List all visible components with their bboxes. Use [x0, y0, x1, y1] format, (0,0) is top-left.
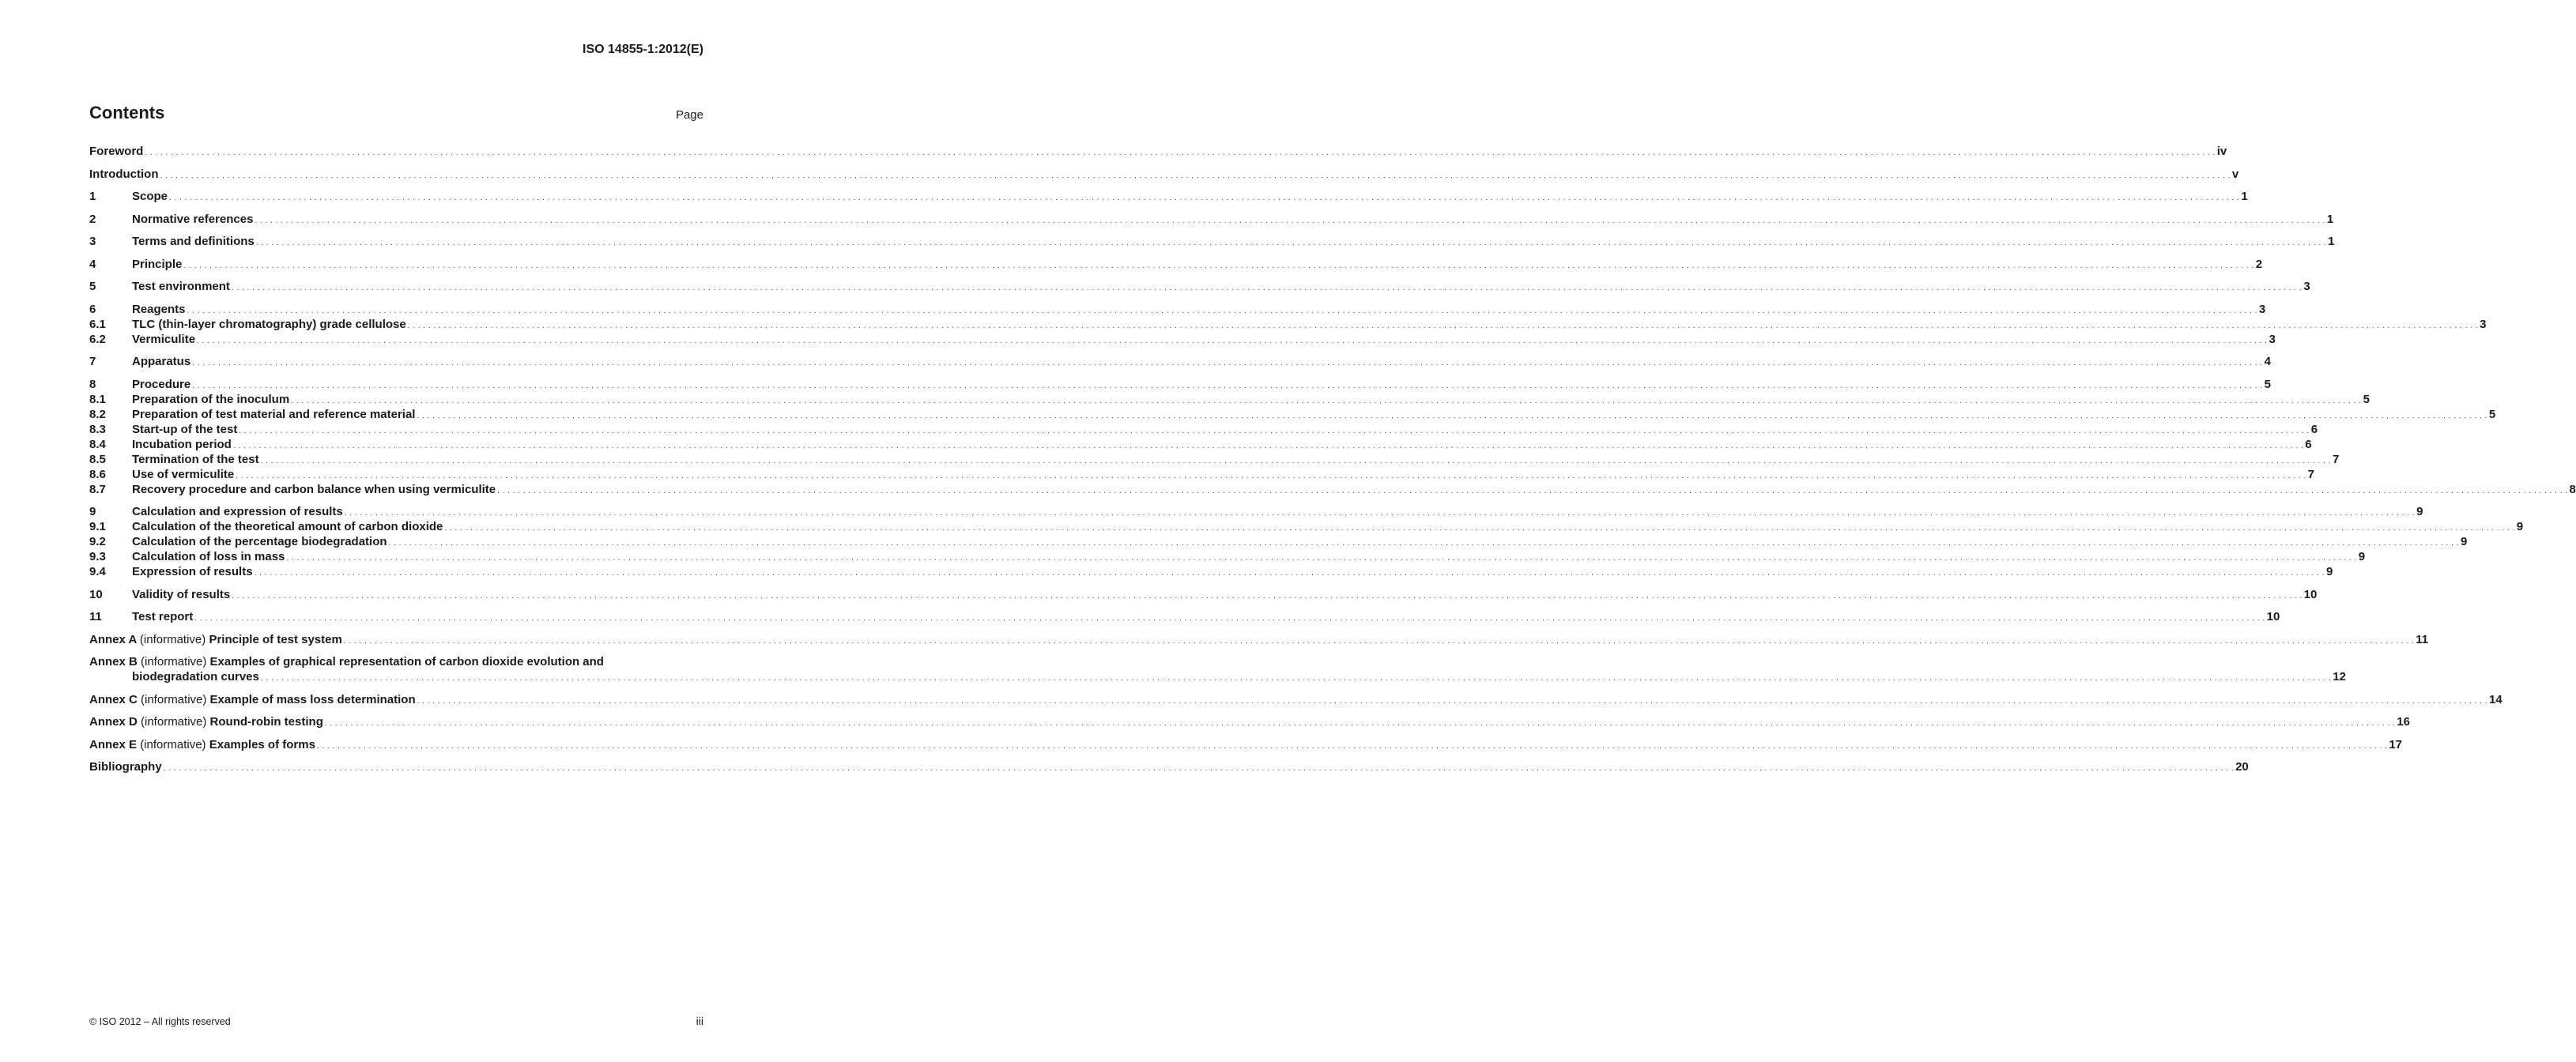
toc-entry[interactable]	[89, 422, 2318, 438]
toc-entry[interactable]	[89, 437, 2312, 453]
annex-label: Annex C	[89, 692, 141, 706]
toc-entry-page: 4	[2264, 355, 2271, 368]
toc-entry-number: 8.7	[89, 482, 106, 496]
dot-leader: . . . . . . . . . . . . . . . . . . . . . . . . . . . . . . . . . . . . . . . . . . . . . . . . . . . . . . . . . . . . . . . . . . . . . . . . . . . . . . . . . . . . . . . . . . . . . . . . . . . . . . . . . . . . . . . . . . . . . . . . . . . . . . . . . . . . . . . . . . . . . . . . . . . . . . . . . . . . . . . . . . . . . . . . . . . . . . . . . . . . . . . . . . . . . . . . . . . . . . . . . . . . . . . . . . . . . . . . . . . . . . . . . . . . . . . . . . . . . . . . . . . . . . . . . . . . . . . . . . . . . . . . . . . . . . . . . . . . . . . . . . . . . . . . . . . . . . . . . . . . . . . . . . . . . . . . . . . . . . . . . . . . . . . . . . . . . . . . . . . . . . . . . . . . . . . . . . . . . . . . . . . . . . . . . . . . . . . . . . . . . . . . . . . . . . . . . . . . . . . .	[255, 216, 2325, 225]
dot-leader: . . . . . . . . . . . . . . . . . . . . . . . . . . . . . . . . . . . . . . . . . . . . . . . . . . . . . . . . . . . . . . . . . . . . . . . . . . . . . . . . . . . . . . . . . . . . . . . . . . . . . . . . . . . . . . . . . . . . . . . . . . . . . . . . . . . . . . . . . . . . . . . . . . . . . . . . . . . . . . . . . . . . . . . . . . . . . . . . . . . . . . . . . . . . . . . . . . . . . . . . . . . . . . . . . . . . . . . . . . . . . . . . . . . . . . . . . . . . . . . . . . . . . . . . . . . . . . . . . . . . . . . . . . . . . . . . . . . . . . . . . . . . . . . . . . . . . . . . . . . . . . . . . . . . . . . . . . . . . . . . . . . . . . . . . . . . . . . . . . . . . . . . . . . . . . . . . . . . . . . . . . . . . . . . . . . . . . . . . . . . . . . . . . . . . . . . . . . . . . . .	[497, 486, 2568, 495]
annex-name: Round-robin testing	[209, 715, 323, 729]
annex-title	[89, 715, 323, 729]
toc-entry-title: Normative references	[132, 212, 254, 226]
annex-entry[interactable]	[89, 692, 2502, 708]
toc-entry-number: 4	[89, 257, 96, 271]
toc-entry-number: 6.1	[89, 317, 106, 331]
dot-leader: . . . . . . . . . . . . . . . . . . . . . . . . . . . . . . . . . . . . . . . . . . . . . . . . . . . . . . . . . . . . . . . . . . . . . . . . . . . . . . . . . . . . . . . . . . . . . . . . . . . . . . . . . . . . . . . . . . . . . . . . . . . . . . . . . . . . . . . . . . . . . . . . . . . . . . . . . . . . . . . . . . . . . . . . . . . . . . . . . . . . . . . . . . . . . . . . . . . . . . . . . . . . . . . . . . . . . . . . . . . . . . . . . . . . . . . . . . . . . . . . . . . . . . . . . . . . . . . . . . . . . . . . . . . . . . . . . . . . . . . . . . . . . . . . . . . . . . . . . . . . . . . . . . . . . . . . . . . . . . . . . . . . . . . . . . . . . . . . . . . . . . . . . . . . . . . . . . . . . . . . . . . . . . . . . . . . . . . . . . . . . . . . . . . . . . . . . . . . . . . .	[417, 411, 2487, 420]
dot-leader: . . . . . . . . . . . . . . . . . . . . . . . . . . . . . . . . . . . . . . . . . . . . . . . . . . . . . . . . . . . . . . . . . . . . . . . . . . . . . . . . . . . . . . . . . . . . . . . . . . . . . . . . . . . . . . . . . . . . . . . . . . . . . . . . . . . . . . . . . . . . . . . . . . . . . . . . . . . . . . . . . . . . . . . . . . . . . . . . . . . . . . . . . . . . . . . . . . . . . . . . . . . . . . . . . . . . . . . . . . . . . . . . . . . . . . . . . . . . . . . . . . . . . . . . . . . . . . . . . . . . . . . . . . . . . . . . . . . . . . . . . . . . . . . . . . . . . . . . . . . . . . . . . . . . . . . . . . . . . . . . . . . . . . . . . . . . . . . . . . . . . . . . . . . . . . . . . . . . . . . . . . . . . . . . . . . . . . . . . . . . . . . . . . . . . . . . . . . . . . . .	[286, 554, 2357, 563]
annex-page: 11	[2416, 632, 2429, 646]
annex-label: Annex E	[89, 737, 141, 751]
toc-entry-page: 6	[2310, 422, 2318, 436]
toc-entry-page: 3	[2303, 280, 2310, 293]
toc-entry-page: 9	[2516, 520, 2524, 533]
toc-entry-page: iv	[2216, 145, 2227, 158]
toc-entry[interactable]	[89, 565, 2333, 580]
toc-entry-number: 8.3	[89, 422, 106, 436]
annex-name: Example of mass loss determination	[209, 692, 416, 706]
toc-entry-number: 6	[89, 302, 96, 316]
toc-entry-title: Foreword	[89, 145, 144, 158]
toc-entry-number: 1	[89, 190, 96, 203]
toc-entry-title: Vermiculite	[132, 332, 196, 346]
annex-title	[89, 693, 416, 706]
toc-entry-page: 10	[2303, 587, 2318, 601]
toc-entry[interactable]	[89, 355, 2271, 370]
toc-entry[interactable]	[89, 610, 2280, 625]
toc-entry[interactable]	[89, 452, 2340, 468]
table-of-contents	[89, 145, 2576, 775]
toc-entry-number: 5	[89, 280, 96, 293]
dot-leader: . . . . . . . . . . . . . . . . . . . . . . . . . . . . . . . . . . . . . . . . . . . . . . . . . . . . . . . . . . . . . . . . . . . . . . . . . . . . . . . . . . . . . . . . . . . . . . . . . . . . . . . . . . . . . . . . . . . . . . . . . . . . . . . . . . . . . . . . . . . . . . . . . . . . . . . . . . . . . . . . . . . . . . . . . . . . . . . . . . . . . . . . . . . . . . . . . . . . . . . . . . . . . . . . . . . . . . . . . . . . . . . . . . . . . . . . . . . . . . . . . . . . . . . . . . . . . . . . . . . . . . . . . . . . . . . . . . . . . . . . . . . . . . . . . . . . . . . . . . . . . . . . . . . . . . . . . . . . . . . . . . . . . . . . . . . . . . . . . . . . . . . . . . . . . . . . . . . . . . . . . . . . . . . . . . . . . . . . . . . . . . . . . . . . . . . . . . . . . . . .	[444, 524, 2515, 533]
annex-entry[interactable]	[89, 632, 2429, 648]
toc-entry-page: 10	[2266, 610, 2280, 623]
toc-entry-title: Procedure	[132, 377, 191, 391]
toc-entry[interactable]	[89, 167, 2239, 183]
toc-entry-page: 3	[2480, 317, 2487, 331]
annex-type: (informative)	[139, 632, 209, 646]
dot-leader: . . . . . . . . . . . . . . . . . . . . . . . . . . . . . . . . . . . . . . . . . . . . . . . . . . . . . . . . . . . . . . . . . . . . . . . . . . . . . . . . . . . . . . . . . . . . . . . . . . . . . . . . . . . . . . . . . . . . . . . . . . . . . . . . . . . . . . . . . . . . . . . . . . . . . . . . . . . . . . . . . . . . . . . . . . . . . . . . . . . . . . . . . . . . . . . . . . . . . . . . . . . . . . . . . . . . . . . . . . . . . . . . . . . . . . . . . . . . . . . . . . . . . . . . . . . . . . . . . . . . . . . . . . . . . . . . . . . . . . . . . . . . . . . . . . . . . . . . . . . . . . . . . . . . . . . . . . . . . . . . . . . . . . . . . . . . . . . . . . . . . . . . . . . . . . . . . . . . . . . . . . . . . . . . . . . . . . . . . . . . . . . . . . . . . . . . . . . . . . . .	[291, 396, 2362, 405]
toc-entry[interactable]	[89, 505, 2423, 520]
toc-entry-title: Calculation of the percentage biodegradation	[132, 535, 387, 548]
toc-entry-number: 9.4	[89, 565, 106, 578]
annex-name: Principle of test system	[209, 632, 342, 646]
copyright-notice: © ISO 2012 – All rights reserved	[89, 1016, 231, 1027]
toc-entry[interactable]	[89, 257, 2263, 273]
toc-entry-number: 8.5	[89, 452, 106, 466]
page-column-label: Page	[675, 108, 703, 122]
dot-leader: . . . . . . . . . . . . . . . . . . . . . . . . . . . . . . . . . . . . . . . . . . . . . . . . . . . . . . . . . . . . . . . . . . . . . . . . . . . . . . . . . . . . . . . . . . . . . . . . . . . . . . . . . . . . . . . . . . . . . . . . . . . . . . . . . . . . . . . . . . . . . . . . . . . . . . . . . . . . . . . . . . . . . . . . . . . . . . . . . . . . . . . . . . . . . . . . . . . . . . . . . . . . . . . . . . . . . . . . . . . . . . . . . . . . . . . . . . . . . . . . . . . . . . . . . . . . . . . . . . . . . . . . . . . . . . . . . . . . . . . . . . . . . . . . . . . . . . . . . . . . . . . . . . . . . . . . . . . . . . . . . . . . . . . . . . . . . . . . . . . . . . . . . . . . . . . . . . . . . . . . . . . . . . . . . . . . . . . . . . . . . . . . . . . . . . . . . . . . . . . .	[192, 359, 2263, 367]
toc-entry[interactable]	[89, 407, 2496, 423]
dot-leader: . . . . . . . . . . . . . . . . . . . . . . . . . . . . . . . . . . . . . . . . . . . . . . . . . . . . . . . . . . . . . . . . . . . . . . . . . . . . . . . . . . . . . . . . . . . . . . . . . . . . . . . . . . . . . . . . . . . . . . . . . . . . . . . . . . . . . . . . . . . . . . . . . . . . . . . . . . . . . . . . . . . . . . . . . . . . . . . . . . . . . . . . . . . . . . . . . . . . . . . . . . . . . . . . . . . . . . . . . . . . . . . . . . . . . . . . . . . . . . . . . . . . . . . . . . . . . . . . . . . . . . . . . . . . . . . . . . . . . . . . . . . . . . . . . . . . . . . . . . . . . . . . . . . . . . . . . . . . . . . . . . . . . . . . . . . . . . . . . . . . . . . . . . . . . . . . . . . . . . . . . . . . . . . . . . . . . . . . . . . . . . . . . . . . . . . . . . . . . . . .	[260, 456, 2331, 465]
toc-entry[interactable]	[89, 235, 2335, 250]
toc-entry-title: Incubation period	[132, 437, 232, 451]
annex-entry-continuation[interactable]	[89, 670, 2346, 685]
dot-leader: . . . . . . . . . . . . . . . . . . . . . . . . . . . . . . . . . . . . . . . . . . . . . . . . . . . . . . . . . . . . . . . . . . . . . . . . . . . . . . . . . . . . . . . . . . . . . . . . . . . . . . . . . . . . . . . . . . . . . . . . . . . . . . . . . . . . . . . . . . . . . . . . . . . . . . . . . . . . . . . . . . . . . . . . . . . . . . . . . . . . . . . . . . . . . . . . . . . . . . . . . . . . . . . . . . . . . . . . . . . . . . . . . . . . . . . . . . . . . . . . . . . . . . . . . . . . . . . . . . . . . . . . . . . . . . . . . . . . . . . . . . . . . . . . . . . . . . . . . . . . . . . . . . . . . . . . . . . . . . . . . . . . . . . . . . . . . . . . . . . . . . . . . . . . . . . . . . . . . . . . . . . . . . . . . . . . . . . . . . . . . . . . . . . . . . . . . . . . . . . .	[316, 741, 2388, 751]
dot-leader: . . . . . . . . . . . . . . . . . . . . . . . . . . . . . . . . . . . . . . . . . . . . . . . . . . . . . . . . . . . . . . . . . . . . . . . . . . . . . . . . . . . . . . . . . . . . . . . . . . . . . . . . . . . . . . . . . . . . . . . . . . . . . . . . . . . . . . . . . . . . . . . . . . . . . . . . . . . . . . . . . . . . . . . . . . . . . . . . . . . . . . . . . . . . . . . . . . . . . . . . . . . . . . . . . . . . . . . . . . . . . . . . . . . . . . . . . . . . . . . . . . . . . . . . . . . . . . . . . . . . . . . . . . . . . . . . . . . . . . . . . . . . . . . . . . . . . . . . . . . . . . . . . . . . . . . . . . . . . . . . . . . . . . . . . . . . . . . . . . . . . . . . . . . . . . . . . . . . . . . . . . . . . . . . . . . . . . . . . . . . . . . . . . . . . . . . . . . . . . . .	[343, 636, 2415, 646]
annex-type: (informative)	[141, 715, 210, 729]
toc-entry-title: Use of vermiculite	[132, 467, 235, 481]
dot-leader: . . . . . . . . . . . . . . . . . . . . . . . . . . . . . . . . . . . . . . . . . . . . . . . . . . . . . . . . . . . . . . . . . . . . . . . . . . . . . . . . . . . . . . . . . . . . . . . . . . . . . . . . . . . . . . . . . . . . . . . . . . . . . . . . . . . . . . . . . . . . . . . . . . . . . . . . . . . . . . . . . . . . . . . . . . . . . . . . . . . . . . . . . . . . . . . . . . . . . . . . . . . . . . . . . . . . . . . . . . . . . . . . . . . . . . . . . . . . . . . . . . . . . . . . . . . . . . . . . . . . . . . . . . . . . . . . . . . . . . . . . . . . . . . . . . . . . . . . . . . . . . . . . . . . . . . . . . . . . . . . . . . . . . . . . . . . . . . . . . . . . . . . . . . . . . . . . . . . . . . . . . . . . . . . . . . . . . . . . . . . . . . . . . . . . . . . . . . . . . . .	[324, 719, 2396, 728]
toc-entry-title: Apparatus	[132, 355, 191, 368]
title-row	[89, 103, 703, 123]
annex-label: Annex D	[89, 715, 141, 729]
toc-entry-number: 10	[89, 587, 103, 601]
bibliography-entry[interactable]	[89, 760, 2249, 775]
toc-entry-number: 3	[89, 235, 96, 248]
toc-entry[interactable]	[89, 550, 2366, 565]
toc-entry-page: 5	[2363, 392, 2370, 406]
toc-entry-number: 8	[89, 377, 96, 391]
annex-entry[interactable]	[89, 715, 2410, 730]
toc-entry[interactable]	[89, 302, 2266, 318]
toc-entry-page: 9	[2460, 535, 2468, 548]
toc-entry[interactable]	[89, 520, 2524, 535]
toc-entry-page: 1	[2241, 190, 2248, 203]
toc-entry-title: Preparation of test material and reference material	[132, 407, 416, 421]
dot-leader: . . . . . . . . . . . . . . . . . . . . . . . . . . . . . . . . . . . . . . . . . . . . . . . . . . . . . . . . . . . . . . . . . . . . . . . . . . . . . . . . . . . . . . . . . . . . . . . . . . . . . . . . . . . . . . . . . . . . . . . . . . . . . . . . . . . . . . . . . . . . . . . . . . . . . . . . . . . . . . . . . . . . . . . . . . . . . . . . . . . . . . . . . . . . . . . . . . . . . . . . . . . . . . . . . . . . . . . . . . . . . . . . . . . . . . . . . . . . . . . . . . . . . . . . . . . . . . . . . . . . . . . . . . . . . . . . . . . . . . . . . . . . . . . . . . . . . . . . . . . . . . . . . . . . . . . . . . . . . . . . . . . . . . . . . . . . . . . . . . . . . . . . . . . . . . . . . . . . . . . . . . . . . . . . . . . . . . . . . . . . . . . . . . . . . . . . . . . . . . . .	[236, 471, 2306, 480]
toc-entry-page: 7	[2332, 452, 2340, 466]
toc-entry-page: v	[2231, 167, 2239, 181]
toc-entry[interactable]	[89, 332, 2276, 348]
toc-entry[interactable]	[89, 535, 2468, 550]
toc-entry-number: 9	[89, 505, 96, 518]
annex-page: 14	[2489, 692, 2502, 706]
annex-type: (informative)	[141, 655, 210, 668]
toc-entry[interactable]	[89, 392, 2370, 408]
dot-leader: . . . . . . . . . . . . . . . . . . . . . . . . . . . . . . . . . . . . . . . . . . . . . . . . . . . . . . . . . . . . . . . . . . . . . . . . . . . . . . . . . . . . . . . . . . . . . . . . . . . . . . . . . . . . . . . . . . . . . . . . . . . . . . . . . . . . . . . . . . . . . . . . . . . . . . . . . . . . . . . . . . . . . . . . . . . . . . . . . . . . . . . . . . . . . . . . . . . . . . . . . . . . . . . . . . . . . . . . . . . . . . . . . . . . . . . . . . . . . . . . . . . . . . . . . . . . . . . . . . . . . . . . . . . . . . . . . . . . . . . . . . . . . . . . . . . . . . . . . . . . . . . . . . . . . . . . . . . . . . . . . . . . . . . . . . . . . . . . . . . . . . . . . . . . . . . . . . . . . . . . . . . . . . . . . . . . . . . . . . . . . . . . . . . . . . . . . . . . . . . .	[344, 509, 2416, 518]
toc-entry-title: Principle	[132, 257, 183, 271]
toc-entry-title: Introduction	[89, 167, 159, 181]
dot-leader: . . . . . . . . . . . . . . . . . . . . . . . . . . . . . . . . . . . . . . . . . . . . . . . . . . . . . . . . . . . . . . . . . . . . . . . . . . . . . . . . . . . . . . . . . . . . . . . . . . . . . . . . . . . . . . . . . . . . . . . . . . . . . . . . . . . . . . . . . . . . . . . . . . . . . . . . . . . . . . . . . . . . . . . . . . . . . . . . . . . . . . . . . . . . . . . . . . . . . . . . . . . . . . . . . . . . . . . . . . . . . . . . . . . . . . . . . . . . . . . . . . . . . . . . . . . . . . . . . . . . . . . . . . . . . . . . . . . . . . . . . . . . . . . . . . . . . . . . . . . . . . . . . . . . . . . . . . . . . . . . . . . . . . . . . . . . . . . . . . . . . . . . . . . . . . . . . . . . . . . . . . . . . . . . . . . . . . . . . . . . . . . . . . . . . . . . . . . . . . . .	[231, 284, 2303, 292]
dot-leader: . . . . . . . . . . . . . . . . . . . . . . . . . . . . . . . . . . . . . . . . . . . . . . . . . . . . . . . . . . . . . . . . . . . . . . . . . . . . . . . . . . . . . . . . . . . . . . . . . . . . . . . . . . . . . . . . . . . . . . . . . . . . . . . . . . . . . . . . . . . . . . . . . . . . . . . . . . . . . . . . . . . . . . . . . . . . . . . . . . . . . . . . . . . . . . . . . . . . . . . . . . . . . . . . . . . . . . . . . . . . . . . . . . . . . . . . . . . . . . . . . . . . . . . . . . . . . . . . . . . . . . . . . . . . . . . . . . . . . . . . . . . . . . . . . . . . . . . . . . . . . . . . . . . . . . . . . . . . . . . . . . . . . . . . . . . . . . . . . . . . . . . . . . . . . . . . . . . . . . . . . . . . . . . . . . . . . . . . . . . . . . . . . . . . . . . . . . . . . . . .	[260, 674, 2332, 683]
toc-entry-title: Recovery procedure and carbon balance when using vermiculite	[132, 482, 496, 496]
dot-leader: . . . . . . . . . . . . . . . . . . . . . . . . . . . . . . . . . . . . . . . . . . . . . . . . . . . . . . . . . . . . . . . . . . . . . . . . . . . . . . . . . . . . . . . . . . . . . . . . . . . . . . . . . . . . . . . . . . . . . . . . . . . . . . . . . . . . . . . . . . . . . . . . . . . . . . . . . . . . . . . . . . . . . . . . . . . . . . . . . . . . . . . . . . . . . . . . . . . . . . . . . . . . . . . . . . . . . . . . . . . . . . . . . . . . . . . . . . . . . . . . . . . . . . . . . . . . . . . . . . . . . . . . . . . . . . . . . . . . . . . . . . . . . . . . . . . . . . . . . . . . . . . . . . . . . . . . . . . . . . . . . . . . . . . . . . . . . . . . . . . . . . . . . . . . . . . . . . . . . . . . . . . . . . . . . . . . . . . . . . . . . . . . . . . . . . . . . . . . . . . .	[232, 441, 2304, 450]
toc-entry-number: 7	[89, 355, 96, 368]
toc-entry-page: 2	[2255, 257, 2263, 271]
annex-title	[89, 738, 315, 751]
dot-leader: . . . . . . . . . . . . . . . . . . . . . . . . . . . . . . . . . . . . . . . . . . . . . . . . . . . . . . . . . . . . . . . . . . . . . . . . . . . . . . . . . . . . . . . . . . . . . . . . . . . . . . . . . . . . . . . . . . . . . . . . . . . . . . . . . . . . . . . . . . . . . . . . . . . . . . . . . . . . . . . . . . . . . . . . . . . . . . . . . . . . . . . . . . . . . . . . . . . . . . . . . . . . . . . . . . . . . . . . . . . . . . . . . . . . . . . . . . . . . . . . . . . . . . . . . . . . . . . . . . . . . . . . . . . . . . . . . . . . . . . . . . . . . . . . . . . . . . . . . . . . . . . . . . . . . . . . . . . . . . . . . . . . . . . . . . . . . . . . . . . . . . . . . . . . . . . . . . . . . . . . . . . . . . . . . . . . . . . . . . . . . . . . . . . . . . . . . . . . . . . .	[239, 426, 2310, 435]
toc-entry-number: 8.2	[89, 407, 106, 421]
toc-entry[interactable]	[89, 377, 2271, 393]
dot-leader: . . . . . . . . . . . . . . . . . . . . . . . . . . . . . . . . . . . . . . . . . . . . . . . . . . . . . . . . . . . . . . . . . . . . . . . . . . . . . . . . . . . . . . . . . . . . . . . . . . . . . . . . . . . . . . . . . . . . . . . . . . . . . . . . . . . . . . . . . . . . . . . . . . . . . . . . . . . . . . . . . . . . . . . . . . . . . . . . . . . . . . . . . . . . . . . . . . . . . . . . . . . . . . . . . . . . . . . . . . . . . . . . . . . . . . . . . . . . . . . . . . . . . . . . . . . . . . . . . . . . . . . . . . . . . . . . . . . . . . . . . . . . . . . . . . . . . . . . . . . . . . . . . . . . . . . . . . . . . . . . . . . . . . . . . . . . . . . . . . . . . . . . . . . . . . . . . . . . . . . . . . . . . . . . . . . . . . . . . . . . . . . . . . . . . . . . . . . . . . . .	[163, 764, 2235, 773]
toc-entry-title: Expression of results	[132, 565, 253, 578]
annex-entry[interactable]	[89, 655, 704, 670]
annex-name-continued: biodegradation curves	[132, 670, 259, 684]
toc-entry-title: Start-up of the test	[132, 422, 238, 436]
dot-leader: . . . . . . . . . . . . . . . . . . . . . . . . . . . . . . . . . . . . . . . . . . . . . . . . . . . . . . . . . . . . . . . . . . . . . . . . . . . . . . . . . . . . . . . . . . . . . . . . . . . . . . . . . . . . . . . . . . . . . . . . . . . . . . . . . . . . . . . . . . . . . . . . . . . . . . . . . . . . . . . . . . . . . . . . . . . . . . . . . . . . . . . . . . . . . . . . . . . . . . . . . . . . . . . . . . . . . . . . . . . . . . . . . . . . . . . . . . . . . . . . . . . . . . . . . . . . . . . . . . . . . . . . . . . . . . . . . . . . . . . . . . . . . . . . . . . . . . . . . . . . . . . . . . . . . . . . . . . . . . . . . . . . . . . . . . . . . . . . . . . . . . . . . . . . . . . . . . . . . . . . . . . . . . . . . . . . . . . . . . . . . . . . . . . . . . . . . . . . . . . .	[255, 239, 2327, 247]
dot-leader: . . . . . . . . . . . . . . . . . . . . . . . . . . . . . . . . . . . . . . . . . . . . . . . . . . . . . . . . . . . . . . . . . . . . . . . . . . . . . . . . . . . . . . . . . . . . . . . . . . . . . . . . . . . . . . . . . . . . . . . . . . . . . . . . . . . . . . . . . . . . . . . . . . . . . . . . . . . . . . . . . . . . . . . . . . . . . . . . . . . . . . . . . . . . . . . . . . . . . . . . . . . . . . . . . . . . . . . . . . . . . . . . . . . . . . . . . . . . . . . . . . . . . . . . . . . . . . . . . . . . . . . . . . . . . . . . . . . . . . . . . . . . . . . . . . . . . . . . . . . . . . . . . . . . . . . . . . . . . . . . . . . . . . . . . . . . . . . . . . . . . . . . . . . . . . . . . . . . . . . . . . . . . . . . . . . . . . . . . . . . . . . . . . . . . . . . . . . . . . . .	[388, 539, 2459, 548]
annex-type: (informative)	[141, 692, 210, 706]
toc-entry-page: 9	[2358, 550, 2366, 563]
toc-entry-page: 5	[2488, 407, 2496, 421]
toc-entry-page: 6	[2305, 437, 2312, 451]
annex-name: Examples of forms	[209, 737, 315, 751]
dot-leader: . . . . . . . . . . . . . . . . . . . . . . . . . . . . . . . . . . . . . . . . . . . . . . . . . . . . . . . . . . . . . . . . . . . . . . . . . . . . . . . . . . . . . . . . . . . . . . . . . . . . . . . . . . . . . . . . . . . . . . . . . . . . . . . . . . . . . . . . . . . . . . . . . . . . . . . . . . . . . . . . . . . . . . . . . . . . . . . . . . . . . . . . . . . . . . . . . . . . . . . . . . . . . . . . . . . . . . . . . . . . . . . . . . . . . . . . . . . . . . . . . . . . . . . . . . . . . . . . . . . . . . . . . . . . . . . . . . . . . . . . . . . . . . . . . . . . . . . . . . . . . . . . . . . . . . . . . . . . . . . . . . . . . . . . . . . . . . . . . . . . . . . . . . . . . . . . . . . . . . . . . . . . . . . . . . . . . . . . . . . . . . . . . . . . . . . . . . . . . . . .	[169, 194, 2240, 202]
toc-entry[interactable]	[89, 145, 2227, 160]
toc-entry-title: TLC (thin-layer chromatography) grade cellulose	[132, 317, 406, 331]
annex-label: Annex A	[89, 632, 140, 646]
toc-entry[interactable]	[89, 212, 2334, 228]
toc-entry-page: 3	[2269, 332, 2276, 346]
toc-entry-page: 9	[2416, 505, 2423, 518]
toc-entry[interactable]	[89, 467, 2314, 483]
toc-entry-number: 6.2	[89, 332, 106, 346]
dot-leader: . . . . . . . . . . . . . . . . . . . . . . . . . . . . . . . . . . . . . . . . . . . . . . . . . . . . . . . . . . . . . . . . . . . . . . . . . . . . . . . . . . . . . . . . . . . . . . . . . . . . . . . . . . . . . . . . . . . . . . . . . . . . . . . . . . . . . . . . . . . . . . . . . . . . . . . . . . . . . . . . . . . . . . . . . . . . . . . . . . . . . . . . . . . . . . . . . . . . . . . . . . . . . . . . . . . . . . . . . . . . . . . . . . . . . . . . . . . . . . . . . . . . . . . . . . . . . . . . . . . . . . . . . . . . . . . . . . . . . . . . . . . . . . . . . . . . . . . . . . . . . . . . . . . . . . . . . . . . . . . . . . . . . . . . . . . . . . . . . . . . . . . . . . . . . . . . . . . . . . . . . . . . . . . . . . . . . . . . . . . . . . . . . . . . . . . . . . . . . . . .	[254, 569, 2325, 578]
annex-page: 12	[2333, 670, 2346, 684]
toc-entry-title: Validity of results	[132, 587, 231, 601]
dot-leader: . . . . . . . . . . . . . . . . . . . . . . . . . . . . . . . . . . . . . . . . . . . . . . . . . . . . . . . . . . . . . . . . . . . . . . . . . . . . . . . . . . . . . . . . . . . . . . . . . . . . . . . . . . . . . . . . . . . . . . . . . . . . . . . . . . . . . . . . . . . . . . . . . . . . . . . . . . . . . . . . . . . . . . . . . . . . . . . . . . . . . . . . . . . . . . . . . . . . . . . . . . . . . . . . . . . . . . . . . . . . . . . . . . . . . . . . . . . . . . . . . . . . . . . . . . . . . . . . . . . . . . . . . . . . . . . . . . . . . . . . . . . . . . . . . . . . . . . . . . . . . . . . . . . . . . . . . . . . . . . . . . . . . . . . . . . . . . . . . . . . . . . . . . . . . . . . . . . . . . . . . . . . . . . . . . . . . . . . . . . . . . . . . . . . . . . . . . . . . . . .	[197, 336, 2268, 345]
bibliography-title: Bibliography	[89, 760, 162, 774]
annex-name: Examples of graphical representation of carbon dioxide evolution and	[209, 655, 604, 668]
annex-title	[89, 633, 342, 646]
dot-leader: . . . . . . . . . . . . . . . . . . . . . . . . . . . . . . . . . . . . . . . . . . . . . . . . . . . . . . . . . . . . . . . . . . . . . . . . . . . . . . . . . . . . . . . . . . . . . . . . . . . . . . . . . . . . . . . . . . . . . . . . . . . . . . . . . . . . . . . . . . . . . . . . . . . . . . . . . . . . . . . . . . . . . . . . . . . . . . . . . . . . . . . . . . . . . . . . . . . . . . . . . . . . . . . . . . . . . . . . . . . . . . . . . . . . . . . . . . . . . . . . . . . . . . . . . . . . . . . . . . . . . . . . . . . . . . . . . . . . . . . . . . . . . . . . . . . . . . . . . . . . . . . . . . . . . . . . . . . . . . . . . . . . . . . . . . . . . . . . . . . . . . . . . . . . . . . . . . . . . . . . . . . . . . . . . . . . . . . . . . . . . . . . . . . . . . . . . . . . . . . .	[232, 591, 2303, 601]
annex-entry[interactable]	[89, 737, 2403, 753]
toc-entry-number: 8.4	[89, 437, 106, 451]
toc-entry-number: 8.1	[89, 392, 106, 406]
dot-leader: . . . . . . . . . . . . . . . . . . . . . . . . . . . . . . . . . . . . . . . . . . . . . . . . . . . . . . . . . . . . . . . . . . . . . . . . . . . . . . . . . . . . . . . . . . . . . . . . . . . . . . . . . . . . . . . . . . . . . . . . . . . . . . . . . . . . . . . . . . . . . . . . . . . . . . . . . . . . . . . . . . . . . . . . . . . . . . . . . . . . . . . . . . . . . . . . . . . . . . . . . . . . . . . . . . . . . . . . . . . . . . . . . . . . . . . . . . . . . . . . . . . . . . . . . . . . . . . . . . . . . . . . . . . . . . . . . . . . . . . . . . . . . . . . . . . . . . . . . . . . . . . . . . . . . . . . . . . . . . . . . . . . . . . . . . . . . . . . . . . . . . . . . . . . . . . . . . . . . . . . . . . . . . . . . . . . . . . . . . . . . . . . . . . . . . . . . . . . . . . .	[194, 614, 2265, 623]
toc-entry-number: 11	[89, 610, 102, 623]
toc-entry[interactable]	[89, 280, 2310, 295]
toc-entry-page: 1	[2326, 212, 2334, 226]
toc-entry-title: Termination of the test	[132, 452, 259, 466]
toc-entry[interactable]	[89, 190, 2248, 205]
dot-leader: . . . . . . . . . . . . . . . . . . . . . . . . . . . . . . . . . . . . . . . . . . . . . . . . . . . . . . . . . . . . . . . . . . . . . . . . . . . . . . . . . . . . . . . . . . . . . . . . . . . . . . . . . . . . . . . . . . . . . . . . . . . . . . . . . . . . . . . . . . . . . . . . . . . . . . . . . . . . . . . . . . . . . . . . . . . . . . . . . . . . . . . . . . . . . . . . . . . . . . . . . . . . . . . . . . . . . . . . . . . . . . . . . . . . . . . . . . . . . . . . . . . . . . . . . . . . . . . . . . . . . . . . . . . . . . . . . . . . . . . . . . . . . . . . . . . . . . . . . . . . . . . . . . . . . . . . . . . . . . . . . . . . . . . . . . . . . . . . . . . . . . . . . . . . . . . . . . . . . . . . . . . . . . . . . . . . . . . . . . . . . . . . . . . . . . . . . . . . . . . .	[145, 149, 2216, 157]
toc-entry[interactable]	[89, 587, 2318, 603]
dot-leader: . . . . . . . . . . . . . . . . . . . . . . . . . . . . . . . . . . . . . . . . . . . . . . . . . . . . . . . . . . . . . . . . . . . . . . . . . . . . . . . . . . . . . . . . . . . . . . . . . . . . . . . . . . . . . . . . . . . . . . . . . . . . . . . . . . . . . . . . . . . . . . . . . . . . . . . . . . . . . . . . . . . . . . . . . . . . . . . . . . . . . . . . . . . . . . . . . . . . . . . . . . . . . . . . . . . . . . . . . . . . . . . . . . . . . . . . . . . . . . . . . . . . . . . . . . . . . . . . . . . . . . . . . . . . . . . . . . . . . . . . . . . . . . . . . . . . . . . . . . . . . . . . . . . . . . . . . . . . . . . . . . . . . . . . . . . . . . . . . . . . . . . . . . . . . . . . . . . . . . . . . . . . . . . . . . . . . . . . . . . . . . . . . . . . . . . . . . . . . . . .	[160, 171, 2231, 180]
toc-entry-page: 9	[2325, 565, 2333, 578]
toc-entry-page: 7	[2307, 467, 2314, 481]
toc-entry[interactable]	[89, 482, 2576, 498]
bibliography-page: 20	[2235, 760, 2249, 774]
toc-entry-page: 5	[2264, 377, 2271, 391]
page-title: Contents	[89, 103, 165, 122]
toc-entry-page: 3	[2258, 302, 2266, 316]
toc-entry-title: Test environment	[132, 280, 230, 293]
toc-entry-number: 9.2	[89, 535, 106, 548]
page-number: iii	[696, 1015, 703, 1027]
dot-leader: . . . . . . . . . . . . . . . . . . . . . . . . . . . . . . . . . . . . . . . . . . . . . . . . . . . . . . . . . . . . . . . . . . . . . . . . . . . . . . . . . . . . . . . . . . . . . . . . . . . . . . . . . . . . . . . . . . . . . . . . . . . . . . . . . . . . . . . . . . . . . . . . . . . . . . . . . . . . . . . . . . . . . . . . . . . . . . . . . . . . . . . . . . . . . . . . . . . . . . . . . . . . . . . . . . . . . . . . . . . . . . . . . . . . . . . . . . . . . . . . . . . . . . . . . . . . . . . . . . . . . . . . . . . . . . . . . . . . . . . . . . . . . . . . . . . . . . . . . . . . . . . . . . . . . . . . . . . . . . . . . . . . . . . . . . . . . . . . . . . . . . . . . . . . . . . . . . . . . . . . . . . . . . . . . . . . . . . . . . . . . . . . . . . . . . . . . . . . . . . .	[407, 321, 2479, 330]
toc-entry-number: 9.3	[89, 550, 106, 563]
annex-title	[89, 655, 604, 668]
toc-entry-title: Calculation of loss in mass	[132, 550, 285, 563]
toc-entry-number: 2	[89, 212, 96, 226]
toc-entry-title: Terms and definitions	[132, 235, 255, 248]
toc-entry-title: Test report	[132, 610, 194, 623]
toc-entry-title: Reagents	[132, 302, 186, 316]
dot-leader: . . . . . . . . . . . . . . . . . . . . . . . . . . . . . . . . . . . . . . . . . . . . . . . . . . . . . . . . . . . . . . . . . . . . . . . . . . . . . . . . . . . . . . . . . . . . . . . . . . . . . . . . . . . . . . . . . . . . . . . . . . . . . . . . . . . . . . . . . . . . . . . . . . . . . . . . . . . . . . . . . . . . . . . . . . . . . . . . . . . . . . . . . . . . . . . . . . . . . . . . . . . . . . . . . . . . . . . . . . . . . . . . . . . . . . . . . . . . . . . . . . . . . . . . . . . . . . . . . . . . . . . . . . . . . . . . . . . . . . . . . . . . . . . . . . . . . . . . . . . . . . . . . . . . . . . . . . . . . . . . . . . . . . . . . . . . . . . . . . . . . . . . . . . . . . . . . . . . . . . . . . . . . . . . . . . . . . . . . . . . . . . . . . . . . . . . . . . . . . . .	[417, 696, 2488, 706]
annex-page: 17	[2389, 737, 2403, 751]
toc-entry-title: Scope	[132, 190, 168, 203]
document-code: ISO 14855-1:2012(E)	[583, 43, 703, 56]
toc-entry-title: Calculation of the theoretical amount of carbon dioxide	[132, 520, 443, 533]
toc-entry-title: Preparation of the inoculum	[132, 392, 290, 406]
toc-entry-number: 8.6	[89, 467, 106, 481]
annex-type: (informative)	[140, 737, 209, 751]
annex-page: 16	[2397, 715, 2410, 729]
toc-entry-page: 8	[2569, 482, 2576, 496]
dot-leader: . . . . . . . . . . . . . . . . . . . . . . . . . . . . . . . . . . . . . . . . . . . . . . . . . . . . . . . . . . . . . . . . . . . . . . . . . . . . . . . . . . . . . . . . . . . . . . . . . . . . . . . . . . . . . . . . . . . . . . . . . . . . . . . . . . . . . . . . . . . . . . . . . . . . . . . . . . . . . . . . . . . . . . . . . . . . . . . . . . . . . . . . . . . . . . . . . . . . . . . . . . . . . . . . . . . . . . . . . . . . . . . . . . . . . . . . . . . . . . . . . . . . . . . . . . . . . . . . . . . . . . . . . . . . . . . . . . . . . . . . . . . . . . . . . . . . . . . . . . . . . . . . . . . . . . . . . . . . . . . . . . . . . . . . . . . . . . . . . . . . . . . . . . . . . . . . . . . . . . . . . . . . . . . . . . . . . . . . . . . . . . . . . . . . . . . . . . . . . . . .	[183, 261, 2254, 270]
dot-leader: . . . . . . . . . . . . . . . . . . . . . . . . . . . . . . . . . . . . . . . . . . . . . . . . . . . . . . . . . . . . . . . . . . . . . . . . . . . . . . . . . . . . . . . . . . . . . . . . . . . . . . . . . . . . . . . . . . . . . . . . . . . . . . . . . . . . . . . . . . . . . . . . . . . . . . . . . . . . . . . . . . . . . . . . . . . . . . . . . . . . . . . . . . . . . . . . . . . . . . . . . . . . . . . . . . . . . . . . . . . . . . . . . . . . . . . . . . . . . . . . . . . . . . . . . . . . . . . . . . . . . . . . . . . . . . . . . . . . . . . . . . . . . . . . . . . . . . . . . . . . . . . . . . . . . . . . . . . . . . . . . . . . . . . . . . . . . . . . . . . . . . . . . . . . . . . . . . . . . . . . . . . . . . . . . . . . . . . . . . . . . . . . . . . . . . . . . . . . . . . .	[187, 306, 2257, 315]
toc-entry-number: 9.1	[89, 520, 106, 533]
toc-entry-page: 1	[2328, 235, 2335, 248]
dot-leader: . . . . . . . . . . . . . . . . . . . . . . . . . . . . . . . . . . . . . . . . . . . . . . . . . . . . . . . . . . . . . . . . . . . . . . . . . . . . . . . . . . . . . . . . . . . . . . . . . . . . . . . . . . . . . . . . . . . . . . . . . . . . . . . . . . . . . . . . . . . . . . . . . . . . . . . . . . . . . . . . . . . . . . . . . . . . . . . . . . . . . . . . . . . . . . . . . . . . . . . . . . . . . . . . . . . . . . . . . . . . . . . . . . . . . . . . . . . . . . . . . . . . . . . . . . . . . . . . . . . . . . . . . . . . . . . . . . . . . . . . . . . . . . . . . . . . . . . . . . . . . . . . . . . . . . . . . . . . . . . . . . . . . . . . . . . . . . . . . . . . . . . . . . . . . . . . . . . . . . . . . . . . . . . . . . . . . . . . . . . . . . . . . . . . . . . . . . . . . . . .	[192, 381, 2263, 390]
toc-entry[interactable]	[89, 317, 2487, 333]
toc-entry-title: Calculation and expression of results	[132, 505, 343, 518]
annex-label: Annex B	[89, 655, 141, 668]
